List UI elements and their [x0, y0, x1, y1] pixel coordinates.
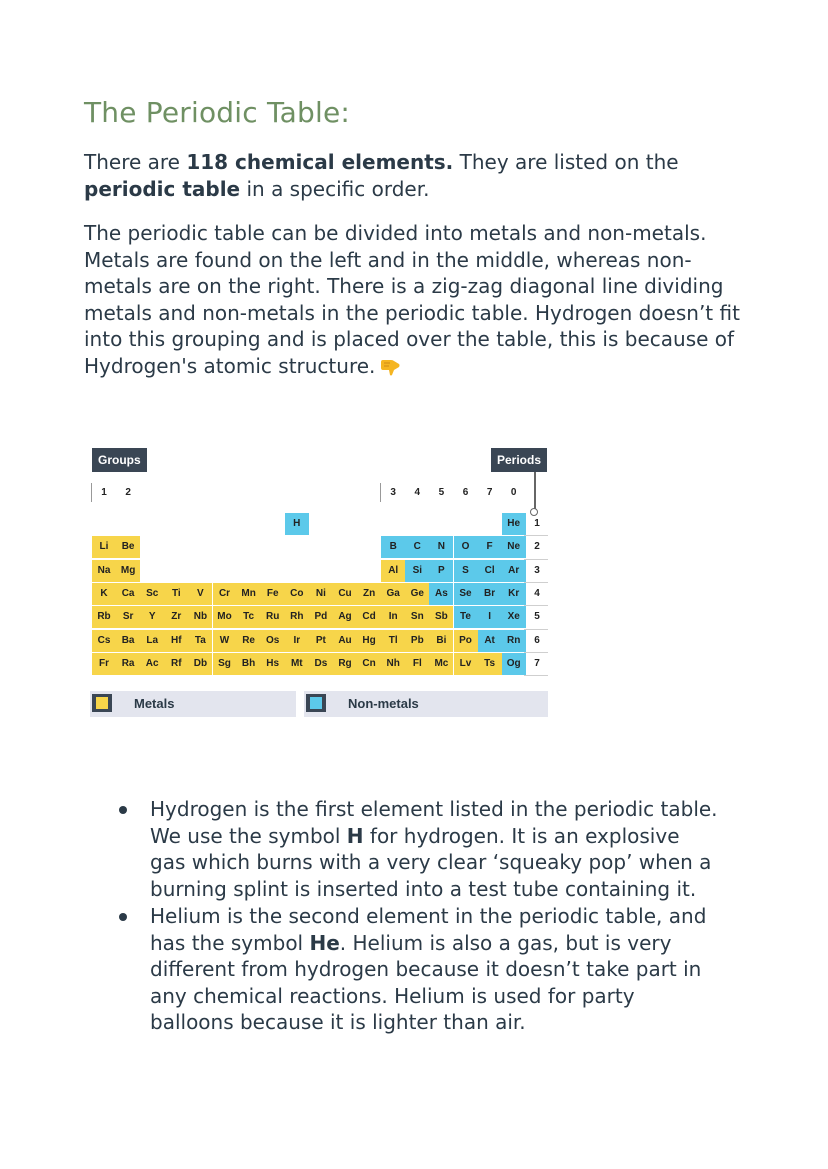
legend-metals: [90, 691, 296, 717]
element-y: Y: [140, 606, 164, 628]
element-hg: Hg: [357, 630, 381, 652]
element-mt: Mt: [285, 653, 309, 675]
element-ge: Ge: [405, 583, 429, 605]
element-cl: Cl: [478, 560, 502, 582]
groups-label: Groups: [92, 448, 147, 472]
element-c: C: [405, 536, 429, 558]
element-sg: Sg: [213, 653, 237, 675]
hand-pointing-down-icon: [379, 358, 401, 376]
element-v: V: [188, 583, 212, 605]
element-rb: Rb: [92, 606, 116, 628]
periods-label: Periods: [491, 448, 547, 472]
element-al: Al: [381, 560, 405, 582]
element-hf: Hf: [164, 630, 188, 652]
group-number-5: 5: [438, 487, 445, 498]
period-number-6: 6: [534, 634, 540, 646]
element-zr: Zr: [164, 606, 188, 628]
metal-swatch-fill: [96, 697, 108, 709]
element-ba: Ba: [116, 630, 140, 652]
nonmetal-swatch-icon: [306, 694, 326, 712]
element-mo: Mo: [213, 606, 237, 628]
element-mc: Mc: [429, 653, 453, 675]
periods-axis-line: [534, 472, 536, 510]
element-na: Na: [92, 560, 116, 582]
element-s: S: [454, 560, 478, 582]
element-cu: Cu: [333, 583, 357, 605]
period-number-4: 4: [534, 587, 540, 599]
element-h: H: [285, 513, 309, 535]
element-ti: Ti: [164, 583, 188, 605]
legend-nonmetals-label: Non-metals: [348, 696, 419, 711]
element-ag: Ag: [333, 606, 357, 628]
period-number-2: 2: [534, 541, 540, 553]
element-ts: Ts: [478, 653, 502, 675]
element-nh: Nh: [381, 653, 405, 675]
element-ca: Ca: [116, 583, 140, 605]
element-rh: Rh: [285, 606, 309, 628]
bullet-dot-icon: [119, 806, 127, 814]
element-lv: Lv: [454, 653, 478, 675]
element-o: O: [454, 536, 478, 558]
element-db: Db: [188, 653, 212, 675]
element-ta: Ta: [188, 630, 212, 652]
element-co: Co: [285, 583, 309, 605]
element-he: He: [502, 513, 526, 535]
element-b: B: [381, 536, 405, 558]
element-ac: Ac: [140, 653, 164, 675]
element-rg: Rg: [333, 653, 357, 675]
page-title: The Periodic Table:: [84, 96, 350, 129]
element-i: I: [478, 606, 502, 628]
element-fe: Fe: [261, 583, 285, 605]
element-ni: Ni: [309, 583, 333, 605]
element-n: N: [429, 536, 453, 558]
element-pt: Pt: [309, 630, 333, 652]
bullet-dot-icon: [119, 913, 127, 921]
element-mg: Mg: [116, 560, 140, 582]
intro-paragraph: There are 118 chemical elements. They are listed on the periodic table in a specific order.: [84, 150, 679, 201]
bullet-helium: Helium is the second element in the periodic table, and has the symbol He. Helium is also a gas, but is very different from hydrogen because it doesn’t take part in any chemical reactions. Helium is used for party balloons because it is lighter than air.: [110, 903, 720, 1036]
element-po: Po: [454, 630, 478, 652]
legend-nonmetals: [304, 691, 548, 717]
element-rf: Rf: [164, 653, 188, 675]
element-k: K: [92, 583, 116, 605]
group-number-6: 6: [462, 487, 469, 498]
element-ru: Ru: [261, 606, 285, 628]
element-ir: Ir: [285, 630, 309, 652]
element-te: Te: [454, 606, 478, 628]
periodic-table-figure: [90, 448, 550, 720]
element-og: Og: [502, 653, 526, 675]
element-ne: Ne: [502, 536, 526, 558]
group-number-3: 3: [390, 487, 396, 498]
element-pd: Pd: [309, 606, 333, 628]
element-f: F: [478, 536, 502, 558]
element-ra: Ra: [116, 653, 140, 675]
element-fr: Fr: [92, 653, 116, 675]
element-ar: Ar: [502, 560, 526, 582]
element-os: Os: [261, 630, 285, 652]
bullet-hydrogen: Hydrogen is the first element listed in the periodic table. We use the symbol H for hydrogen. It is an explosive gas which burns with a very clear ‘squeaky pop’ when a burning splint is inserted into a test tube containing it.: [110, 796, 720, 902]
element-xe: Xe: [502, 606, 526, 628]
group-number-4: 4: [414, 487, 421, 498]
element-zn: Zn: [357, 583, 381, 605]
element-br: Br: [478, 583, 502, 605]
element-p: P: [429, 560, 453, 582]
element-cd: Cd: [357, 606, 381, 628]
element-in: In: [381, 606, 405, 628]
nonmetal-swatch-fill: [310, 697, 322, 709]
element-bi: Bi: [429, 630, 453, 652]
element-mn: Mn: [237, 583, 261, 605]
element-bh: Bh: [237, 653, 261, 675]
legend-metals-label: Metals: [134, 696, 175, 711]
element-kr: Kr: [502, 583, 526, 605]
group-number-1: 1: [101, 487, 107, 498]
group-number-7: 7: [486, 487, 493, 498]
element-si: Si: [405, 560, 429, 582]
element-sc: Sc: [140, 583, 164, 605]
element-se: Se: [454, 583, 478, 605]
element-cr: Cr: [213, 583, 237, 605]
period-number-1: 1: [534, 518, 540, 529]
element-cs: Cs: [92, 630, 116, 652]
metals-paragraph-text: The periodic table can be divided into metals and non-metals. Metals are found on the left and in the middle, whereas non-metals are on the right. There is a zig-zag diagonal line dividing metals and non-metals in the periodic table. Hydrogen doesn’t fit into this grouping and is placed over the table, this is because of Hydrogen's atomic structure.: [84, 221, 740, 378]
element-re: Re: [237, 630, 261, 652]
element-nb: Nb: [188, 606, 212, 628]
period-number-3: 3: [534, 564, 540, 576]
element-sb: Sb: [429, 606, 453, 628]
element-li: Li: [92, 536, 116, 558]
element-w: W: [213, 630, 237, 652]
element-rn: Rn: [502, 630, 526, 652]
group-number-2: 2: [125, 487, 131, 498]
element-be: Be: [116, 536, 140, 558]
element-au: Au: [333, 630, 357, 652]
group-tick: [91, 483, 92, 502]
group-number-0: 0: [510, 487, 517, 498]
element-fl: Fl: [405, 653, 429, 675]
element-pb: Pb: [405, 630, 429, 652]
metals-paragraph: [84, 220, 744, 379]
element-ds: Ds: [309, 653, 333, 675]
period-number-7: 7: [534, 657, 540, 669]
element-ga: Ga: [381, 583, 405, 605]
element-sr: Sr: [116, 606, 140, 628]
period-divider: [524, 675, 548, 676]
metal-swatch-icon: [92, 694, 112, 712]
element-tl: Tl: [381, 630, 405, 652]
period-number-5: 5: [534, 611, 540, 623]
element-cn: Cn: [357, 653, 381, 675]
element-as: As: [429, 583, 453, 605]
element-tc: Tc: [237, 606, 261, 628]
element-hs: Hs: [261, 653, 285, 675]
element-sn: Sn: [405, 606, 429, 628]
element-at: At: [478, 630, 502, 652]
bullet-list: [110, 796, 720, 1037]
element-la: La: [140, 630, 164, 652]
